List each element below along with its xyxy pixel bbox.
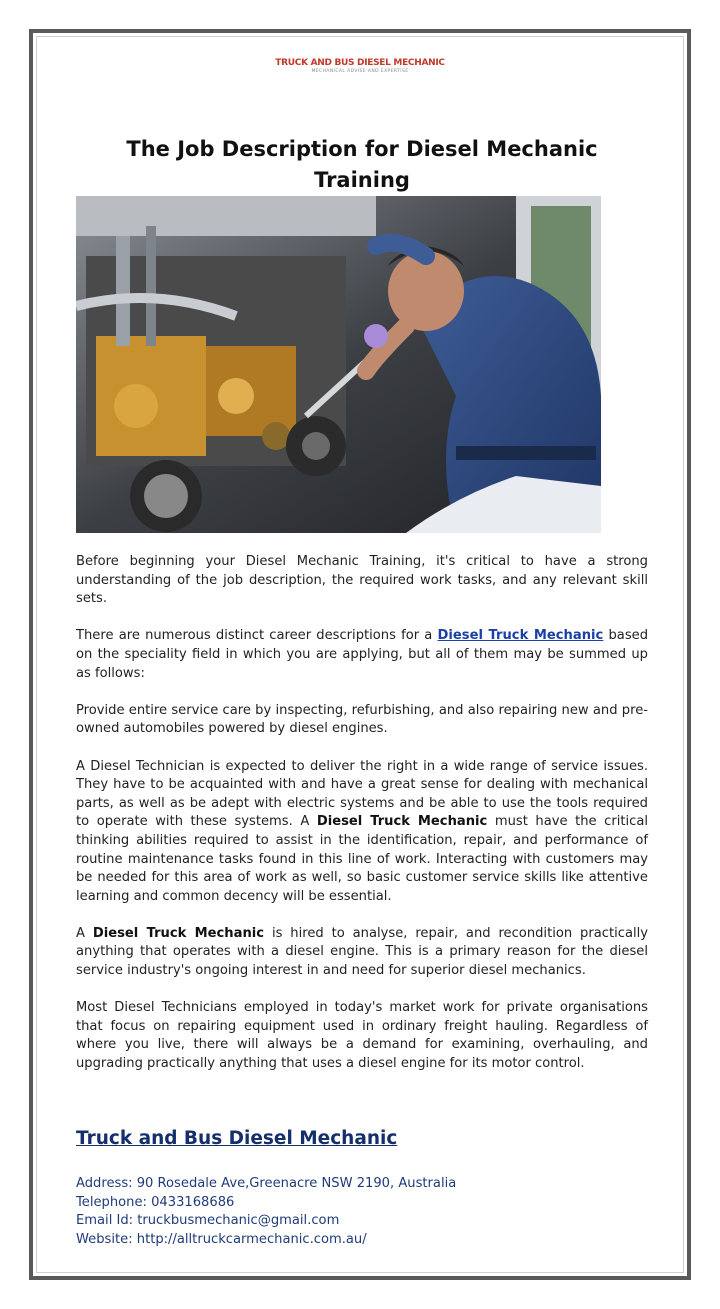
- contact-telephone: Telephone: 0433168686: [76, 1194, 235, 1210]
- paragraph-2: [76, 627, 648, 683]
- paragraph-1: Before beginning your Diesel Mechanic Training, it's critical to have a strong understanding of the job description, the required work tasks, and any relevant skill sets.: [76, 554, 648, 607]
- diesel-truck-mechanic-link[interactable]: Diesel Truck Mechanic: [437, 628, 604, 644]
- paragraph-2-text-a: There are numerous distinct career descriptions for a: [76, 628, 438, 644]
- logo-title: TRUCK AND BUS DIESEL MECHANIC: [275, 58, 445, 68]
- contact-website: Website: http://alltruckcarmechanic.com.au/: [76, 1231, 367, 1247]
- paragraph-3: Provide entire service care by inspecting, refurbishing, and also repairing new and pre-owned automobiles powered by diesel engines.: [76, 702, 648, 737]
- article-body: [76, 553, 648, 1092]
- paragraph-4-text-b: must have the critical thinking abilities required to assist in the identification, repair, and performance of routine maintenance tasks found in this line of work. Interacting with customers may be needed for this area of work as well, so basic customer service skills like attentive learning and common decency will be essential.: [76, 814, 648, 904]
- paragraph-5: [76, 925, 648, 981]
- logo-subtitle: MECHANICAL ADVISE AND EXPERTISE: [311, 69, 409, 74]
- paragraph-2-text-b: based on the speciality field in which you are applying, but all of them may be summed up as follows:: [76, 628, 649, 681]
- paragraph-4-text-a: A Diesel Technician is expected to deliver the right in a wide range of service issues. They have to be acquainted with and have a great sense for dealing with mechanical parts, as well as be adept with electric systems and be able to use the tools required to operate with these systems. A: [76, 758, 648, 830]
- paragraph-5-text-a: A: [76, 925, 93, 941]
- page-title: The Job Description for Diesel Mechanic Training: [126, 137, 598, 192]
- paragraph-5-bold: Diesel Truck Mechanic: [92, 925, 265, 941]
- mechanic-photo: [76, 196, 601, 533]
- contact-address: Address: 90 Rosedale Ave,Greenacre NSW 2190, Australia: [76, 1176, 457, 1191]
- contact-heading[interactable]: Truck and Bus Diesel Mechanic: [76, 1128, 398, 1149]
- paragraph-4-bold: Diesel Truck Mechanic: [316, 814, 488, 830]
- paragraph-5-text-b: is hired to analyse, repair, and recondition practically anything that operates with a diesel engine. This is a primary reason for the diesel service industry's ongoing interest in and need for superior diesel mechanics.: [76, 925, 648, 979]
- paragraph-6: Most Diesel Technicians employed in today's market work for private organisations that focus on repairing equipment used in ordinary freight hauling. Regardless of where you live, there will always be a demand for examining, overhauling, and upgrading practically anything that uses a diesel engine for its motor control.: [76, 1000, 648, 1072]
- brand-logo: [0, 58, 720, 75]
- paragraph-4: [76, 758, 648, 907]
- contact-info: [76, 1175, 456, 1249]
- contact-email: Email Id: truckbusmechanic@gmail.com: [76, 1213, 340, 1229]
